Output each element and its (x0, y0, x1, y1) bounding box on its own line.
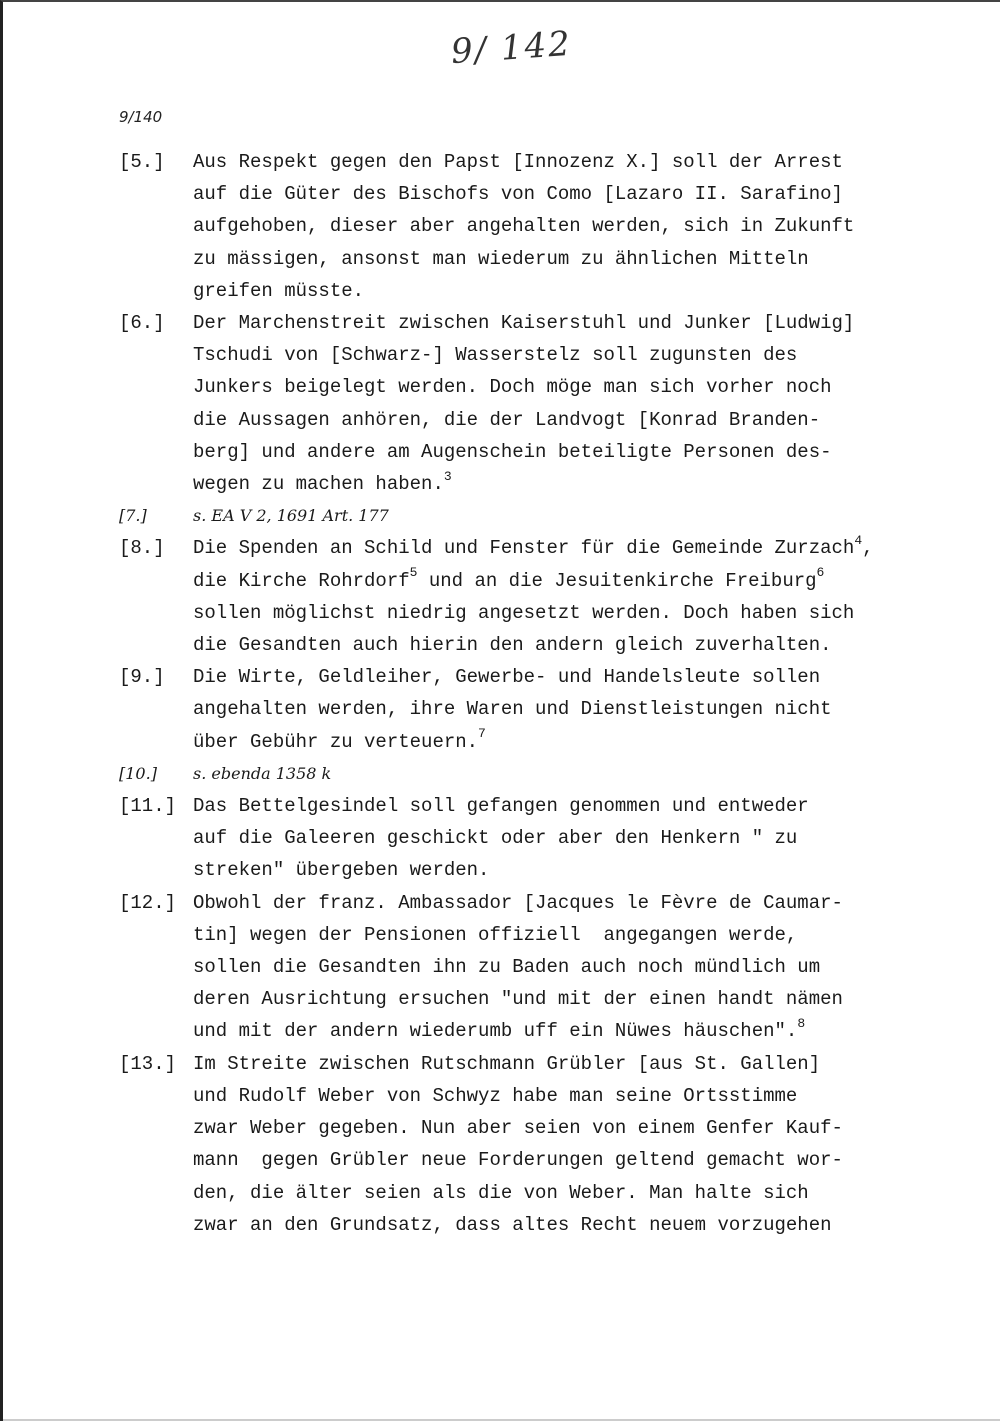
text-line: greifen müsste. (193, 279, 365, 302)
text-line: Die Wirte, Geldleiher, Gewerbe- und Handelsleute sollen (193, 666, 821, 689)
text-line: angehalten werden, ihre Waren und Dienstleistungen nicht (193, 698, 832, 721)
reference-text: s. EA V 2, 1691 Art. 177 (193, 506, 389, 526)
text-line: und Rudolf Weber von Schwyz habe man seine Ortsstimme (193, 1084, 798, 1107)
entry-text (193, 1048, 909, 1241)
entry-text (193, 790, 909, 887)
text-line: zwar an den Grundsatz, dass altes Recht neuem vorzugehen (193, 1213, 832, 1236)
entry-text (193, 532, 909, 661)
entry-number: [10.] (119, 763, 157, 783)
entry-number: [7.] (119, 506, 147, 526)
text-line: auf die Galeeren geschickt oder aber den Henkern " zu (193, 827, 798, 850)
text-line: streken" übergeben werden. (193, 859, 490, 882)
entry-number: [6.] (119, 312, 165, 335)
text-line: die Gesandten auch hierin den andern gleich zuverhalten. (193, 634, 832, 657)
text-line (193, 532, 909, 564)
entry-6 (119, 307, 909, 500)
text-line: auf die Güter des Bischofs von Como [Lazaro II. Sarafino] (193, 183, 843, 206)
handwritten-page-number: 9/ 142 (449, 23, 574, 73)
text-line: tin] wegen der Pensionen offiziell angegangen werde, (193, 923, 798, 946)
text-line (193, 726, 909, 758)
entry-number: [11.] (119, 795, 177, 818)
page-reference: 9/140 (119, 108, 163, 126)
text-line (193, 1015, 909, 1047)
text-line: Der Marchenstreit zwischen Kaiserstuhl und Junker [Ludwig] (193, 312, 855, 335)
entry-reference (193, 500, 909, 532)
text-fragment: Die Spenden an Schild und Fenster für die Gemeinde Zurzach (193, 537, 855, 560)
entry-text (193, 887, 909, 1048)
entry-number: [8.] (119, 537, 165, 560)
text-line: deren Ausrichtung ersuchen "und mit der einen handt nämen (193, 988, 843, 1011)
entry-11 (119, 790, 909, 887)
entries-list (119, 146, 909, 1241)
text-line: berg] und andere am Augenschein beteiligte Personen des- (193, 440, 832, 463)
text-line: zwar Weber gegeben. Nun aber seien von einem Genfer Kauf- (193, 1117, 843, 1140)
text-fragment: die Kirche Rohrdorf (193, 569, 410, 592)
text-line: mann gegen Grübler neue Forderungen geltend gemacht wor- (193, 1149, 843, 1172)
entry-text (193, 146, 909, 307)
text-line (193, 468, 909, 500)
entry-reference (193, 758, 909, 790)
footnote-marker: 5 (409, 565, 418, 581)
entry-10 (119, 758, 909, 790)
entry-5 (119, 146, 909, 307)
text-line: Junkers beigelegt werden. Doch möge man sich vorher noch (193, 376, 832, 399)
footnote-marker: 3 (443, 468, 452, 484)
footnote-marker: 8 (797, 1016, 806, 1032)
text-line: die Aussagen anhören, die der Landvogt [Konrad Branden- (193, 408, 821, 431)
entry-number: [5.] (119, 151, 165, 173)
text-line: sollen die Gesandten ihn zu Baden auch noch mündlich um (193, 956, 821, 979)
entry-12 (119, 887, 909, 1048)
footnote-marker: 7 (478, 726, 486, 742)
text-fragment: , (862, 537, 874, 560)
footnote-marker: 4 (854, 533, 863, 549)
text-line: Im Streite zwischen Rutschmann Grübler [aus St. Gallen] (193, 1052, 821, 1075)
entry-9 (119, 661, 909, 758)
text-fragment: über Gebühr zu verteuern. (193, 730, 479, 753)
text-line: zu mässigen, ansonst man wiederum zu ähnlichen Mitteln (193, 247, 809, 270)
entry-13 (119, 1048, 909, 1241)
text-line: Tschudi von [Schwarz-] Wasserstelz soll zugunsten des (193, 344, 798, 367)
text-line: aufgehoben, dieser aber angehalten werden, sich in Zukunft (193, 215, 855, 238)
text-fragment: und an die Jesuitenkirche Freiburg (417, 569, 817, 592)
text-line: Aus Respekt gegen den Papst [Innozenz X.] soll der Arrest (193, 151, 843, 173)
entry-number: [9.] (119, 666, 165, 689)
text-line: Das Bettelgesindel soll gefangen genommen und entweder (193, 795, 809, 818)
entry-8 (119, 532, 909, 661)
reference-text: s. ebenda 1358 k (193, 763, 332, 783)
entry-number: [13.] (119, 1052, 177, 1075)
text-fragment: wegen zu machen haben. (193, 473, 444, 496)
text-fragment: und mit der andern wiederumb uff ein Nüwes häuschen". (193, 1020, 798, 1043)
text-line: sollen möglichst niedrig angesetzt werden. Doch haben sich (193, 601, 855, 624)
text-line: den, die älter seien als die von Weber. Man halte sich (193, 1181, 809, 1204)
entry-text (193, 307, 909, 500)
footnote-marker: 6 (816, 565, 825, 581)
text-line: Obwohl der franz. Ambassador [Jacques le Fèvre de Caumar- (193, 891, 843, 914)
entry-number: [12.] (119, 891, 177, 914)
entry-7 (119, 500, 909, 532)
entry-text (193, 661, 909, 758)
text-line (193, 565, 909, 597)
